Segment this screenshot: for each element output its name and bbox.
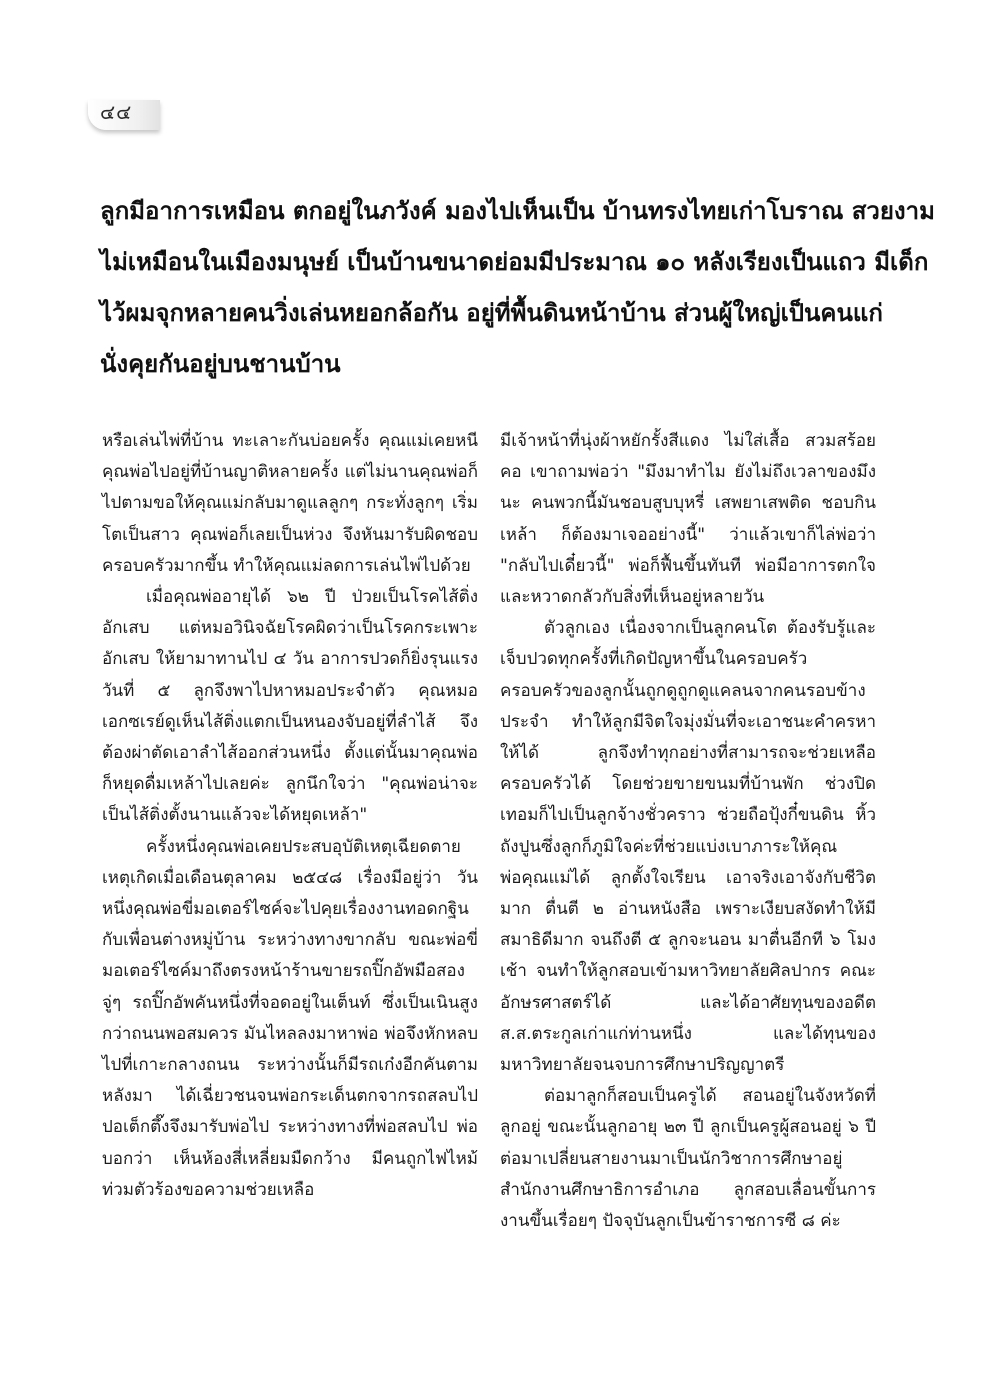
headline-line: ไว้ผมจุกหลายคนวิ่งเล่นหยอกล้อกัน อยู่ที่พื้นดินหน้าบ้าน ส่วนผู้ใหญ่เป็นคนแก่ [100, 299, 883, 327]
page-number: ๔๔ [100, 100, 133, 124]
headline-quote [100, 186, 935, 390]
body-paragraph: ตัวลูกเอง เนื่องจากเป็นลูกคนโต ต้องรับรู้และเจ็บปวดทุกครั้งที่เกิดปัญหาขึ้นในครอบครัว ครอบครัวของลูกนั้นถูกดูถูกดูแคลนจากคนรอบข้างประจำ ทำให้ลูกมีจิตใจมุ่งมั่นที่จะเอาชนะคำครหาให้ได้ ลูกจึงทำทุกอย่างที่สามารถจะช่วยเหลือครอบครัวได้ โดยช่วยขายขนมที่บ้านพัก ช่วงปิดเทอมก็ไปเป็นลูกจ้างชั่วคราว ช่วยถือปุ้งกี๋ขนดิน หิ้วถังปูนซึ่งลูกก็ภูมิใจค่ะที่ช่วยแบ่งเบาภาระให้คุณพ่อคุณแม่ได้ ลูกตั้งใจเรียน เอาจริงเอาจังกับชีวิตมาก ตื่นตี ๒ อ่านหนังสือ เพราะเงียบสงัดทำให้มีสมาธิดีมาก จนถึงตี ๕ ลูกจะนอน มาตื่นอีกที ๖ โมงเช้า จนทำให้ลูกสอบเข้ามหาวิทยาลัยศิลปากร คณะอักษรศาสตร์ได้ และได้อาศัยทุนของอดีต ส.ส.ตระกูลเก่าแก่ท่านหนึ่ง และได้ทุนของมหาวิทยาลัยจนจบการศึกษาปริญญาตรี [500, 618, 876, 1076]
left-column [102, 426, 478, 1206]
body-paragraph: ครั้งหนึ่งคุณพ่อเคยประสบอุบัติเหตุเฉียดตาย เหตุเกิดเมื่อเดือนตุลาคม ๒๕๔๘ เรื่องมีอยู่ว่า วันหนึ่งคุณพ่อขี่มอเตอร์ไซค์จะไปคุยเรื่องงานทอดกฐินกับเพื่อนต่างหมู่บ้าน ระหว่างทางขากลับ ขณะพ่อขี่มอเตอร์ไซค์มาถึงตรงหน้าร้านขายรถปิ๊กอัพมือสองจู่ๆ รถปิ๊กอัพคันหนึ่งที่จอดอยู่ในเต็นท์ ซึ่งเป็นเนินสูงกว่าถนนพอสมควร มันไหลลงมาหาพ่อ พ่อจึงหักหลบไปที่เกาะกลางถนน ระหว่างนั้นก็มีรถเก๋งอีกคันตามหลังมา ได้เฉี่ยวชนจนพ่อกระเด็นตกจากรถสลบไป ปอเต็กตึ๊งจึงมารับพ่อไป ระหว่างทางที่พ่อสลบไป พ่อบอกว่า เห็นห้องสี่เหลี่ยมมืดกว้าง มีคนถูกไฟไหม้ท่วมตัวร้องขอความช่วยเหลือ [102, 836, 478, 1200]
body-paragraph: มีเจ้าหน้าที่นุ่งผ้าหยักรั้งสีแดง ไม่ใส่เสื้อ สวมสร้อยคอ เขาถามพ่อว่า "มึงมาทำไม ยังไม่ถึงเวลาของมึงนะ คนพวกนี้มันชอบสูบบุหรี่ เสพยาเสพติด ชอบกินเหล้า ก็ต้องมาเจออย่างนี้" ว่าแล้วเขาก็ไล่พ่อว่า "กลับไปเดี๋ยวนี้" พ่อก็ฟื้นขึ้นทันที พ่อมีอาการตกใจและหวาดกลัวกับสิ่งที่เห็นอยู่หลายวัน [500, 431, 876, 608]
headline-line: ไม่เหมือนในเมืองมนุษย์ เป็นบ้านขนาดย่อมมีประมาณ ๑๐ หลังเรียงเป็นแถว มีเด็ก [100, 248, 929, 276]
body-paragraph: เมื่อคุณพ่ออายุได้ ๖๒ ปี ป่วยเป็นโรคไส้ติ่งอักเสบ แต่หมอวินิจฉัยโรคผิดว่าเป็นโรคกระเพาะอักเสบ ให้ยามาทานไป ๔ วัน อาการปวดก็ยิ่งรุนแรง วันที่ ๕ ลูกจึงพาไปหาหมอประจำตัว คุณหมอเอกซเรย์ดูเห็นไส้ติ่งแตกเป็นหนองจับอยู่ที่ลำไส้ จึงต้องผ่าตัดเอาลำไส้ออกส่วนหนึ่ง ตั้งแต่นั้นมาคุณพ่อก็หยุดดื่มเหล้าไปเลยค่ะ ลูกนึกใจว่า "คุณพ่อน่าจะเป็นไส้ติ่งตั้งนานแล้วจะได้หยุดเหล้า" [102, 587, 478, 826]
right-column [500, 426, 876, 1237]
body-paragraph: ต่อมาลูกก็สอบเป็นครูได้ สอนอยู่ในจังหวัดที่ลูกอยู่ ขณะนั้นลูกอายุ ๒๓ ปี ลูกเป็นครูผู้สอนอยู่ ๖ ปี ต่อมาเปลี่ยนสายงานมาเป็นนักวิชาการศึกษาอยู่สำนักงานศึกษาธิการอำเภอ ลูกสอบเลื่อนขั้นการงานขึ้นเรื่อยๆ ปัจจุบันลูกเป็นข้าราชการซี ๘ ค่ะ [500, 1086, 876, 1232]
headline-line: ลูกมีอาการเหมือน ตกอยู่ในภวังค์ มองไปเห็นเป็น บ้านทรงไทยเก่าโบราณ สวยงาม [100, 197, 935, 225]
body-paragraph: หรือเล่นไพ่ที่บ้าน ทะเลาะกันบ่อยครั้ง คุณแม่เคยหนีคุณพ่อไปอยู่ที่บ้านญาติหลายครั้ง แต่ไม่นานคุณพ่อก็ไปตามขอให้คุณแม่กลับมาดูแลลูกๆ กระทั่งลูกๆ เริ่มโตเป็นสาว คุณพ่อก็เลยเป็นห่วง จึงหันมารับผิดชอบครอบครัวมากขึ้น ทำให้คุณแม่ลดการเล่นไพ่ไปด้วย [102, 431, 478, 576]
headline-line: นั่งคุยกันอยู่บนชานบ้าน [100, 350, 341, 378]
